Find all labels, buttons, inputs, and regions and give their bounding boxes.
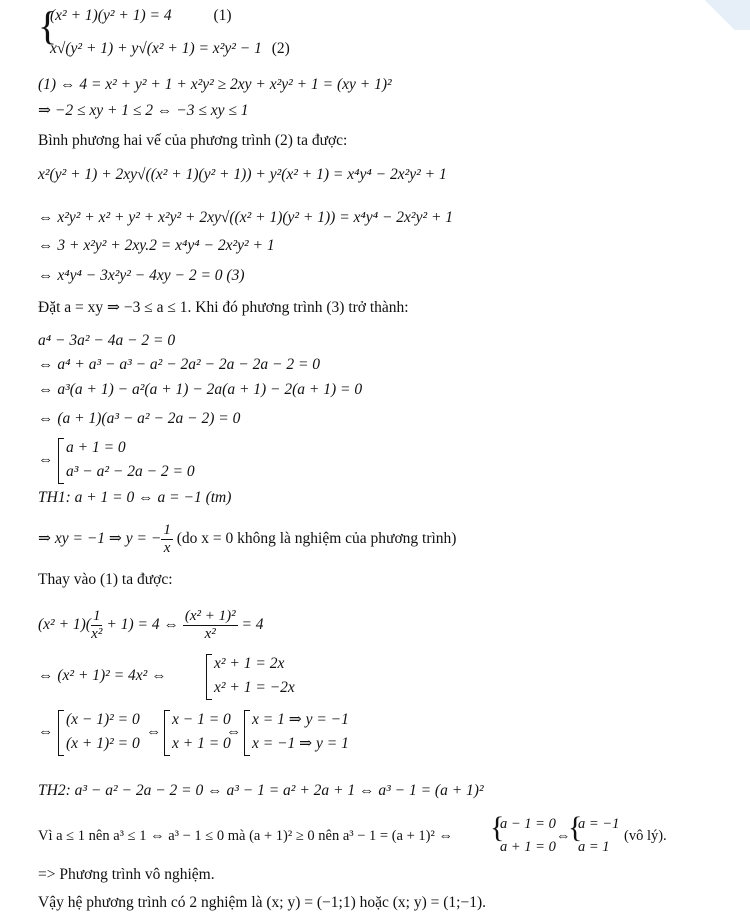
line-17: (x² + 1)( $\frac{1}{\text{x²}}$ + 1) = 4 ⇔ $\frac{\text{(x² + 1)²}}{\text{x²}}$ = 4: [38, 608, 264, 642]
bracket: [244, 710, 250, 756]
line-18-top: x² + 1 = 2x: [214, 655, 285, 672]
line-8: Đặt a = xy ⇒ −3 ≤ a ≤ 1. Khi đó phương trình (3) trở thành:: [38, 299, 409, 316]
line-18-bottom: x² + 1 = −2x: [214, 679, 295, 696]
curly-brace: {: [490, 811, 505, 844]
line-22: => Phương trình vô nghiệm.: [38, 866, 215, 883]
system-eq1: (x² + 1)(y² + 1) = 4 (1): [50, 7, 232, 24]
line-21-end: (vô lý).: [624, 828, 667, 844]
bracket: [206, 654, 212, 700]
line-6: ⇔ 3 + x²y² + 2xy.2 = x⁴y⁴ − 2x²y² + 1: [38, 237, 275, 254]
line-10: ⇔ a⁴ + a³ − a³ − a² − 2a² − 2a − 2a − 2 = 0: [38, 356, 321, 373]
line-13-arrow: ⇔: [38, 451, 54, 468]
system-brace: {: [38, 3, 58, 48]
line-15: ⇒ xy = −1 ⇒ y = − $\frac{1}{x}$ (do x = 0 không là nghiệm của phương trình): [38, 522, 457, 556]
line-16: Thay vào (1) ta được:: [38, 571, 173, 588]
line-19-bottom-2: x + 1 = 0: [172, 735, 231, 752]
line-5: ⇔ x²y² + x² + y² + x²y² + 2xy√((x² + 1)(y² + 1)) = x⁴y⁴ − 2x²y² + 1: [38, 209, 454, 226]
line-7: ⇔ x⁴y⁴ − 3x²y² − 4xy − 2 = 0 (3): [38, 267, 245, 284]
line-19-bottom-3: x = −1 ⇒ y = 1: [252, 735, 349, 752]
line-14: TH1: a + 1 = 0 ⇔ a = −1 (tm): [38, 489, 232, 506]
bracket: [164, 710, 170, 756]
system-eq2: x√(y² + 1) + y√(x² + 1) = x²y² − 1 (2): [50, 40, 290, 57]
curly-brace: {: [568, 811, 583, 844]
line-2: ⇒ −2 ≤ xy + 1 ≤ 2 ⇔ −3 ≤ xy ≤ 1: [38, 102, 249, 119]
line-21-bottom-2: a = 1: [578, 839, 610, 855]
line-4: x²(y² + 1) + 2xy√((x² + 1)(y² + 1)) + y²(x² + 1) = x⁴y⁴ − 2x²y² + 1: [38, 166, 447, 183]
line-19-top-1: (x − 1)² = 0: [66, 711, 140, 728]
line-12: ⇔ (a + 1)(a³ − a² − 2a − 2) = 0: [38, 410, 241, 427]
line-19-arrow-2: ⇔: [146, 723, 162, 740]
line-21-top-2: a = −1: [578, 816, 620, 832]
line-13-top: a + 1 = 0: [66, 439, 126, 456]
line-19-bottom-1: (x + 1)² = 0: [66, 735, 140, 752]
line-20: TH2: a³ − a² − 2a − 2 = 0 ⇔ a³ − 1 = a² + 2a + 1 ⇔ a³ − 1 = (a + 1)²: [38, 782, 484, 799]
line-21-top-1: a − 1 = 0: [500, 816, 556, 832]
line-11: ⇔ a³(a + 1) − a²(a + 1) − 2a(a + 1) − 2(a + 1) = 0: [38, 381, 363, 398]
line-23: Vậy hệ phương trình có 2 nghiệm là (x; y) = (−1;1) hoặc (x; y) = (1;−1).: [38, 894, 487, 911]
line-21-arrow: ⇔: [556, 828, 571, 844]
line-13-bottom: a³ − a² − 2a − 2 = 0: [66, 463, 195, 480]
line-19-top-2: x − 1 = 0: [172, 711, 231, 728]
corner-decoration: [690, 0, 750, 30]
line-18: ⇔ (x² + 1)² = 4x² ⇔: [38, 667, 167, 684]
bracket: [58, 710, 64, 756]
line-1: (1) ⇔ 4 = x² + y² + 1 + x²y² ≥ 2xy + x²y² + 1 = (xy + 1)²: [38, 76, 392, 93]
line-19-arrow-1: ⇔: [38, 723, 54, 740]
line-19-arrow-3: ⇔: [226, 723, 242, 740]
line-9: a⁴ − 3a² − 4a − 2 = 0: [38, 332, 176, 349]
line-21-bottom-1: a + 1 = 0: [500, 839, 556, 855]
bracket: [58, 438, 64, 484]
line-21: Vì a ≤ 1 nên a³ ≤ 1 ⇔ a³ − 1 ≤ 0 mà (a + 1)² ≥ 0 nên a³ − 1 = (a + 1)² ⇔: [38, 828, 453, 844]
line-3: Bình phương hai vế của phương trình (2) ta được:: [38, 132, 348, 149]
line-19-top-3: x = 1 ⇒ y = −1: [252, 711, 349, 728]
